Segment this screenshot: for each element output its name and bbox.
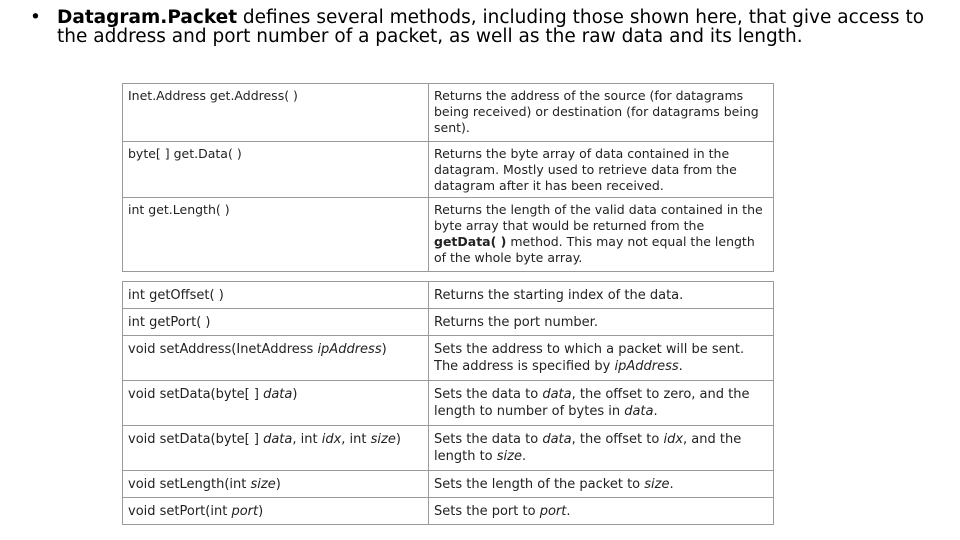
desc-text: . (653, 404, 658, 419)
table-row (123, 426, 774, 471)
method-description (429, 426, 774, 471)
method-signature: byte[ ] get.Data( ) (123, 142, 429, 198)
bullet-body: defines several methods, including those shown here, that give access to the address and port number of a packet, as well as the raw data and its length. (57, 7, 925, 47)
method-description (429, 198, 774, 272)
method-description (429, 471, 774, 498)
method-signature (123, 336, 429, 381)
table-row (123, 381, 774, 426)
bullet-bold-term: Datagram.Packet (57, 7, 238, 28)
method-description (429, 381, 774, 426)
desc-text: Sets the address to which a packet will be sent. The address is specified by (434, 342, 745, 374)
method-description: Returns the address of the source (for datagrams being received) or destination (for datagrams being sent). (429, 84, 774, 142)
sig-param: size (370, 432, 396, 447)
sig-text: ) (395, 432, 401, 447)
method-description: Returns the byte array of data contained in the datagram. Mostly used to retrieve data from the datagram after it has been received. (429, 142, 774, 198)
methods-table-1 (122, 83, 774, 272)
desc-param: data (542, 432, 572, 447)
desc-text: . (521, 449, 527, 464)
bullet-marker: • (30, 7, 41, 28)
method-signature (123, 426, 429, 471)
bullet-text (57, 8, 930, 46)
sig-param: port (231, 504, 259, 519)
desc-text: . (669, 477, 674, 492)
method-signature (123, 381, 429, 426)
desc-param: data (542, 387, 572, 402)
desc-code: getData( ) (434, 234, 507, 249)
sig-text: , int (341, 432, 371, 447)
desc-text: method. This may not equal the length of the whole byte array. (434, 234, 755, 265)
sig-param: data (263, 432, 293, 447)
desc-param: port (539, 504, 567, 519)
desc-param: size (496, 449, 522, 464)
sig-param: data (263, 387, 293, 402)
sig-text: ) (275, 477, 281, 492)
sig-param: size (250, 477, 276, 492)
sig-text: ) (258, 504, 264, 519)
sig-text: , int (292, 432, 322, 447)
method-description (429, 498, 774, 525)
desc-text: Returns the length of the valid data contained in the byte array that would be returned from the (434, 202, 763, 233)
desc-text: , and the length to (434, 432, 742, 464)
table-row (123, 142, 774, 198)
method-signature: Inet.Address get.Address( ) (123, 84, 429, 142)
sig-text: void setData(byte[ ] (128, 387, 264, 402)
table-row (123, 309, 774, 336)
desc-param: data (624, 404, 654, 419)
method-signature: int getOffset( ) (123, 282, 429, 309)
desc-text: . (566, 504, 571, 519)
table-row (123, 84, 774, 142)
method-signature (123, 498, 429, 525)
method-signature: int getPort( ) (123, 309, 429, 336)
table-row (123, 282, 774, 309)
sig-param: idx (321, 432, 342, 447)
desc-text: Sets the data to (434, 387, 543, 402)
method-description: Returns the starting index of the data. (429, 282, 774, 309)
desc-text: Sets the length of the packet to (434, 477, 645, 492)
desc-text: Sets the port to (434, 504, 540, 519)
bullet-paragraph (30, 8, 930, 46)
desc-text: . (678, 359, 683, 374)
sig-text: void setAddress(InetAddress (128, 342, 318, 357)
sig-text: void setLength(int (128, 477, 251, 492)
desc-param: idx (663, 432, 684, 447)
desc-text: , the offset to zero, and the length to number of bytes in (434, 387, 750, 419)
sig-text: void setPort(int (128, 504, 232, 519)
desc-param: ipAddress (614, 359, 679, 374)
desc-param: size (644, 477, 670, 492)
methods-table-2 (122, 281, 774, 525)
method-signature: int get.Length( ) (123, 198, 429, 272)
sig-text: void setData(byte[ ] (128, 432, 264, 447)
sig-text: ) (381, 342, 387, 357)
sig-param: ipAddress (317, 342, 382, 357)
sig-text: ) (292, 387, 298, 402)
desc-text: , the offset to (571, 432, 664, 447)
table-row (123, 471, 774, 498)
method-description (429, 336, 774, 381)
table-row (123, 498, 774, 525)
method-signature (123, 471, 429, 498)
table-row (123, 336, 774, 381)
desc-text: Sets the data to (434, 432, 543, 447)
table-row (123, 198, 774, 272)
method-description: Returns the port number. (429, 309, 774, 336)
